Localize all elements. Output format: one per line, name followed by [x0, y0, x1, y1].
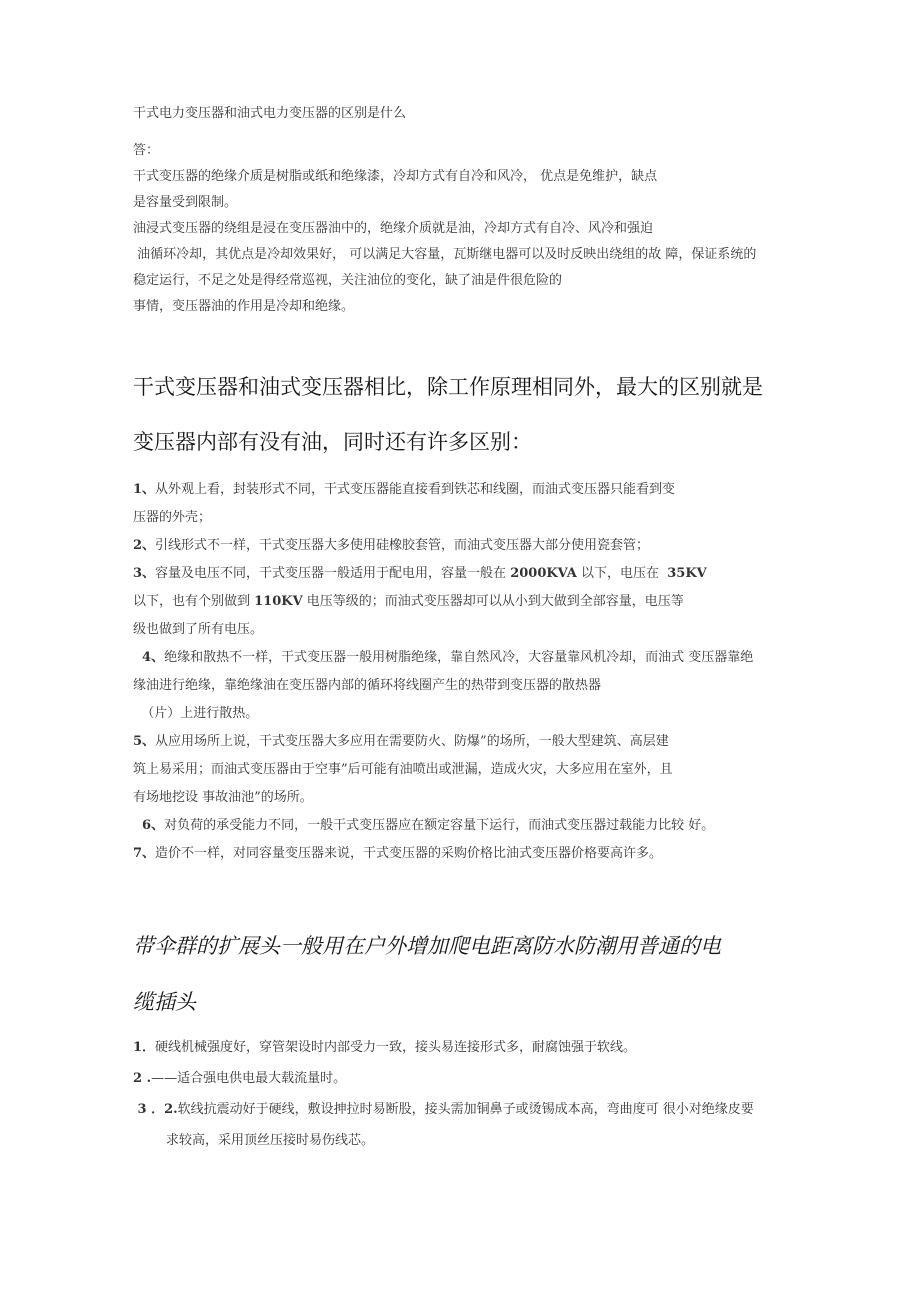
- text-line: 事情，变压器油的作用是冷却和绝缘。: [133, 299, 355, 314]
- text-line: 缘油进行绝缘，靠绝缘油在变压器内部的循环将线圈产生的热带到变压器的散热器: [133, 678, 602, 693]
- text-line: 3、容量及电压不同，干式变压器一般适用于配电用，容量一般在 2000KVA 以下，电压在 35KV: [133, 566, 707, 581]
- section-heading-transformer-differences: [133, 360, 900, 470]
- wire-comparison-list: [133, 1032, 900, 1156]
- text-line: 1、从外观上看，封装形式不同，干式变压器能直接看到铁芯和线圈，而油式变压器只能看到变: [133, 482, 676, 497]
- text-line: 7、造价不一样，对同容量变压器来说，干式变压器的采购价格比油式变压器价格要高许多。: [133, 846, 663, 861]
- text-line: （片）上进行散热。: [133, 706, 259, 721]
- text-line: 缆插头: [133, 990, 196, 1014]
- text-line: 2 .——适合强电供电最大载流量时。: [133, 1071, 347, 1086]
- text-line: 带伞群的扩展头一般用在户外增加爬电距离防水防潮用普通的电: [133, 934, 721, 958]
- section-heading-cable-plug: [133, 918, 900, 1030]
- text-line: 以下，也有个别做到 110KV 电压等级的；而油式变压器却可以从小到大做到全部容量，电压等: [133, 594, 684, 609]
- answer-paragraph-oil-type: [133, 216, 900, 320]
- text-line: 3 ．2.软线抗震动好于硬线，敷设抻拉时易断股，接头需加铜鼻子或烫锡成本高，弯曲度可 很小对绝缘皮要: [133, 1102, 754, 1117]
- answer-label: 答：: [133, 143, 160, 158]
- text-line: 级也做到了所有电压。: [133, 622, 264, 637]
- text-line: 干式变压器和油式变压器相比，除工作原理相同外，最大的区别就是: [133, 375, 763, 399]
- text-line: 6、对负荷的承受能力不同，一般干式变压器应在额定容量下运行，而油式变压器过载能力比较 好。: [133, 818, 715, 833]
- text-line: 稳定运行，不足之处是得经常巡视，关注油位的变化，缺了油是件很危险的: [133, 273, 563, 288]
- text-line: 油浸式变压器的绕组是浸在变压器油中的，绝缘介质就是油，冷却方式有自冷、风冷和强迫: [133, 221, 654, 236]
- transformer-differences-list: [133, 476, 900, 868]
- text-line: 4、绝缘和散热不一样，干式变压器一般用树脂绝缘，靠自然风冷，大容量靠风机冷却，而油式 变压器靠绝: [133, 650, 754, 665]
- text-line: 5、从应用场所上说，干式变压器大多应用在需要防火、防爆”的场所，一般大型建筑、高层建: [133, 734, 669, 749]
- text-line: 有场地挖设 事故油池”的场所。: [133, 790, 313, 805]
- qa-section: [133, 101, 900, 320]
- text-line: 变压器内部有没有油，同时还有许多区别：: [133, 430, 532, 454]
- text-line: 2、引线形式不一样，干式变压器大多使用硅橡胶套管，而油式变压器大部分使用瓷套管；: [133, 538, 650, 553]
- text-line: 求较高，采用顶丝压接时易伤线芯。: [133, 1133, 375, 1148]
- text-line: 筑上易采用；而油式变压器由于空事”后可能有油喷出或泄漏，造成火灾，大多应用在室外，且: [133, 762, 673, 777]
- text-line: 压器的外壳；: [133, 510, 212, 525]
- question-line: 干式电力变压器和油式电力变压器的区别是什么: [133, 106, 407, 121]
- text-line: 1．硬线机械强度好，穿管架设时内部受力一致，接头易连接形式多，耐腐蚀强于软线。: [133, 1040, 637, 1055]
- text-line: 干式变压器的绝缘介质是树脂或纸和绝缘漆，冷却方式有自冷和风冷， 优点是免维护，缺点: [133, 169, 658, 184]
- text-line: 油循环冷却，其优点是冷却效果好， 可以满足大容量，瓦斯继电器可以及时反映出绕组的故 障，保证系统的: [133, 247, 757, 262]
- answer-paragraph-dry-type: [133, 164, 900, 216]
- text-line: 是容量受到限制。: [133, 195, 238, 210]
